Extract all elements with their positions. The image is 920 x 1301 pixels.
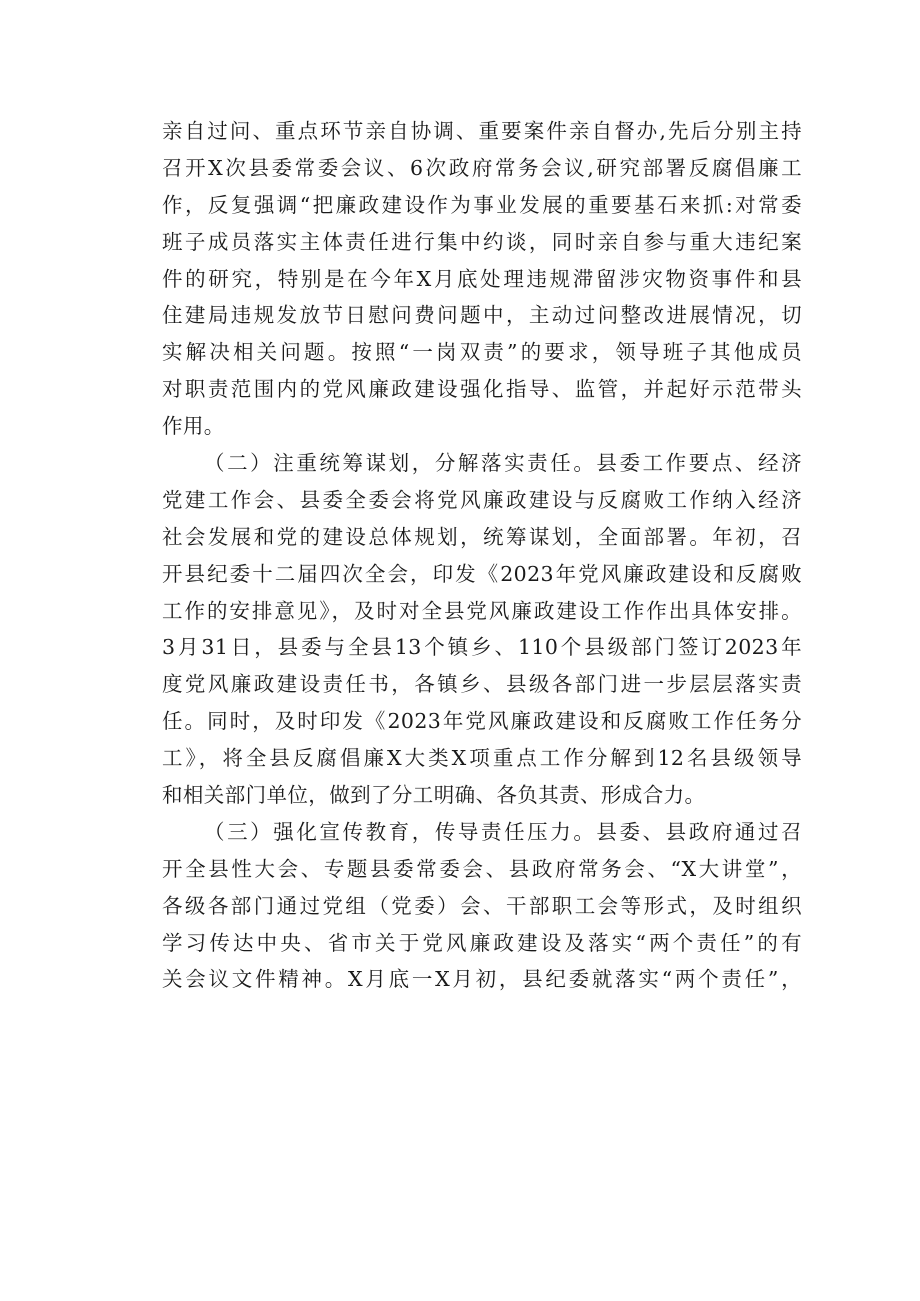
text-line: 亲自过问、重点环节亲自协调、重要案件亲自督办,先后分别主持: [162, 119, 802, 143]
text-line: 班子成员落实主体责任进行集中约谈，同时亲自参与重大违纪案: [162, 229, 802, 254]
text-line: 党建工作会、县委全委会将党风廉政建设与反腐败工作纳入经济: [162, 487, 802, 512]
text-line: 学习传达中央、省市关于党风廉政建设及落实“两个责任”的有: [162, 930, 802, 955]
body-text: [162, 113, 802, 998]
text-line: 关会议文件精神。X月底一X月初，县纪委就落实“两个责任”，: [162, 967, 802, 992]
text-line: 作用。: [162, 414, 225, 439]
text-line: 和相关部门单位，做到了分工明确、各负其责、形成合力。: [162, 783, 706, 808]
text-line: 度党风廉政建设责任书，各镇乡、县级各部门进一步层层落实责: [162, 672, 802, 697]
text-line: 开县纪委十二届四次全会，印发《2023年党风廉政建设和反腐败: [162, 561, 802, 586]
text-line: 对职责范围内的党风廉政建设强化指导、监管，并起好示范带头: [162, 377, 802, 402]
text-line: 任。同时，及时印发《2023年党风廉政建设和反腐败工作任务分: [162, 709, 802, 734]
text-line: 各级各部门通过党组（党委）会、干部职工会等形式，及时组织: [162, 893, 802, 918]
text-line: 工作的安排意见》，及时对全县党风廉政建设工作作出具体安排。: [162, 598, 802, 623]
text-line: 作，反复强调“把廉政建设作为事业发展的重要基石来抓:对常委: [162, 192, 802, 217]
text-line: 件的研究，特别是在今年X月底处理违规滞留涉灾物资事件和县: [162, 266, 802, 291]
text-line: 开全县性大会、专题县委常委会、县政府常务会、“X大讲堂”，: [162, 856, 802, 881]
text-line: 实解决相关问题。按照“一岗双责”的要求，领导班子其他成员: [162, 340, 802, 365]
section-heading-line: （三）强化宣传教育，传导责任压力。县委、县政府通过召: [204, 819, 802, 844]
section-heading-line: （二）注重统筹谋划，分解落实责任。县委工作要点、经济: [204, 451, 802, 476]
text-line: 工》，将全县反腐倡廉X大类X项重点工作分解到12名县级领导: [162, 746, 802, 771]
text-line: 召开X次县委常委会议、6次政府常务会议,研究部署反腐倡廉工: [162, 155, 802, 180]
text-line: 住建局违规发放节日慰问费问题中，主动过问整改进展情况，切: [162, 303, 802, 328]
text-line: 社会发展和党的建设总体规划，统筹谋划，全面部署。年初，召: [162, 524, 802, 549]
text-line: 3月31日，县委与全县13个镇乡、110个县级部门签订2023年: [162, 635, 802, 660]
